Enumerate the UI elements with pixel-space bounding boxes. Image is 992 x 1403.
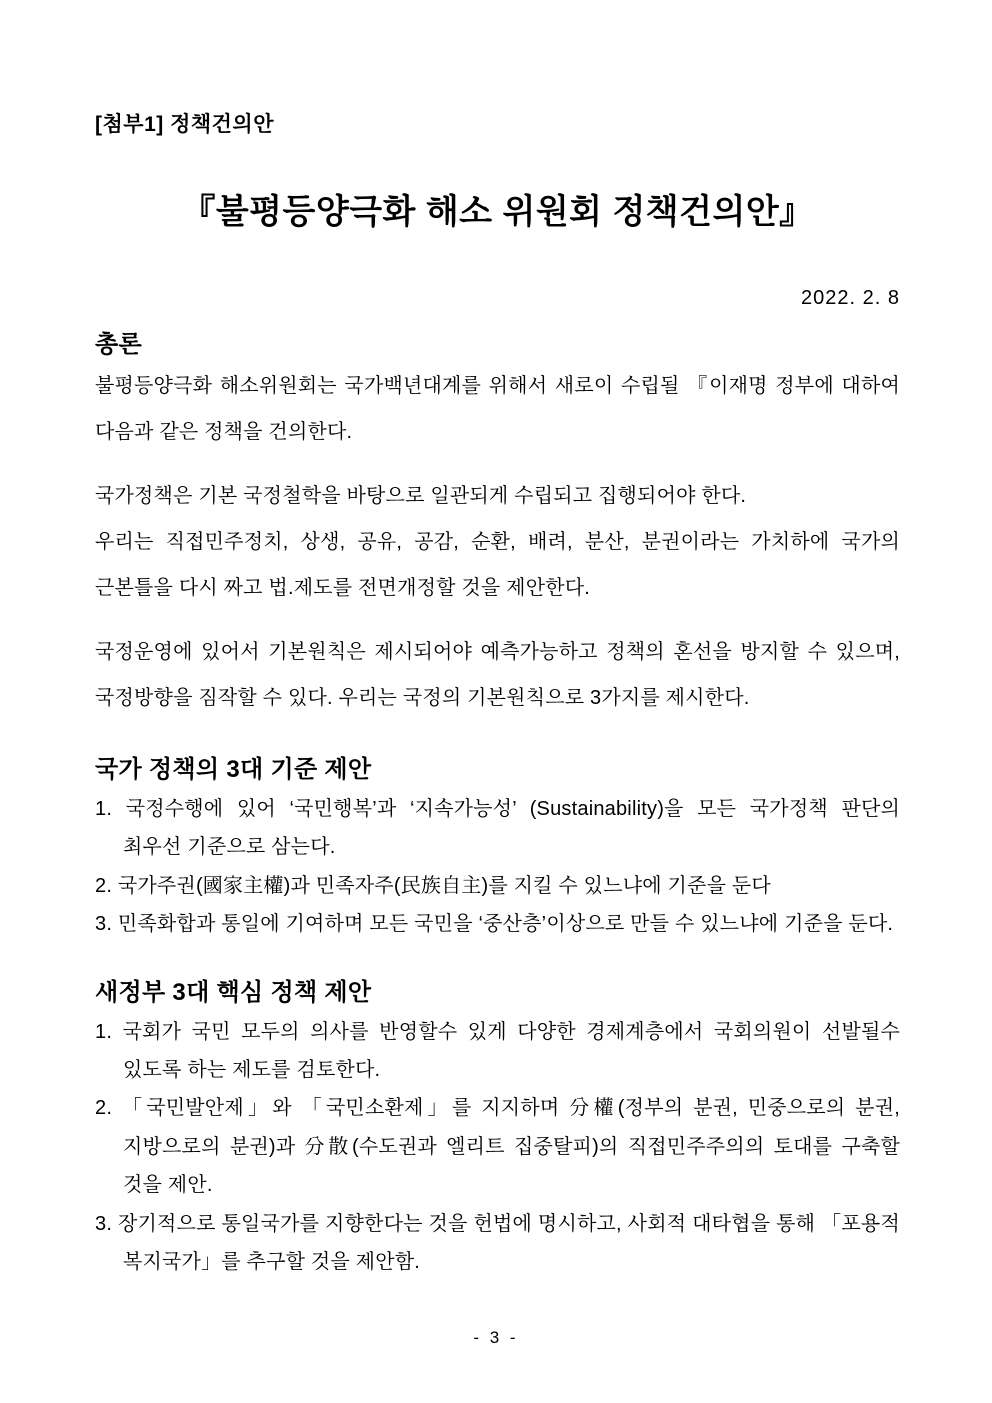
list-item-text: 장기적으로 통일국가를 지향한다는 것을 헌법에 명시하고, 사회적 대타협을 통해 「포용적 복지국가」를 추구할 것을 제안함. [118, 1212, 900, 1273]
document-date: 2022. 2. 8 [801, 287, 900, 309]
overview-paragraph-1: 불평등양극화 해소위원회는 국가백년대계를 위해서 새로이 수립될 『이재명 정부에 대하여 다음과 같은 정책을 건의한다. [95, 375, 900, 443]
section-heading-criteria: 국가 정책의 3대 기준 제안 [95, 756, 372, 783]
list-item-text: 국회가 국민 모두의 의사를 반영할수 있게 다양한 경제계층에서 국회의원이 선발될수 있도록 하는 제도를 검토한다. [122, 1020, 900, 1081]
page-title: 『불평등양극화 해소 위원회 정책건의안』 [181, 193, 814, 231]
list-item [95, 1013, 900, 1090]
list-item [95, 867, 900, 905]
criteria-list [95, 790, 900, 944]
overview-paragraph-4: 국정운영에 있어서 기본원칙은 제시되어야 예측가능하고 정책의 혼선을 방지할 수 있으며, 국정방향을 짐작할 수 있다. 우리는 국정의 기본원칙으로 3가지를 제시한다. [95, 641, 900, 709]
list-item-number: 3. [95, 1212, 113, 1235]
list-item [95, 790, 900, 867]
list-item-text: 국정수행에 있어 ‘국민행복’과 ‘지속가능성’ (Sustainability)을 모든 국가정책 판단의 최우선 기준으로 삼는다. [123, 798, 900, 859]
page-number: - 3 - [473, 1328, 519, 1347]
section-heading-overview: 총론 [95, 331, 142, 358]
overview-paragraph-2: 국가정책은 기본 국정철학을 바탕으로 일관되게 수립되고 집행되어야 한다. [95, 485, 747, 507]
attachment-label: [첨부1] 정책건의안 [95, 113, 275, 136]
list-item [95, 1089, 900, 1204]
list-item [95, 1205, 900, 1282]
list-item-number: 1. [95, 798, 113, 820]
list-item-text: 국가주권(國家主權)과 민족자주(民族自主)를 지킬 수 있느냐에 기준을 둔다 [117, 874, 771, 897]
list-item-number: 2. [95, 874, 113, 897]
list-item-number: 1. [95, 1020, 113, 1043]
list-item-number: 3. [95, 913, 113, 936]
list-item-text: 「국민발안제」와 「국민소환제」를 지지하며 分權(정부의 분권, 민중으로의 분권, 지방으로의 분권)과 分散(수도권과 엘리트 집중탈피)의 직접민주주의의 토대를 구축할 것을 제안. [121, 1097, 900, 1197]
policy-list [95, 1013, 900, 1282]
list-item [95, 905, 900, 943]
list-item-number: 2. [95, 1097, 113, 1120]
overview-paragraph-3: 우리는 직접민주정치, 상생, 공유, 공감, 순환, 배려, 분산, 분권이라는 가치하에 국가의 근본틀을 다시 짜고 법.제도를 전면개정할 것을 제안한다. [95, 531, 900, 599]
section-heading-policy: 새정부 3대 핵심 정책 제안 [95, 978, 372, 1006]
list-item-text: 민족화합과 통일에 기여하며 모든 국민을 ‘중산층’이상으로 만들 수 있느냐에 기준을 둔다. [117, 913, 894, 936]
